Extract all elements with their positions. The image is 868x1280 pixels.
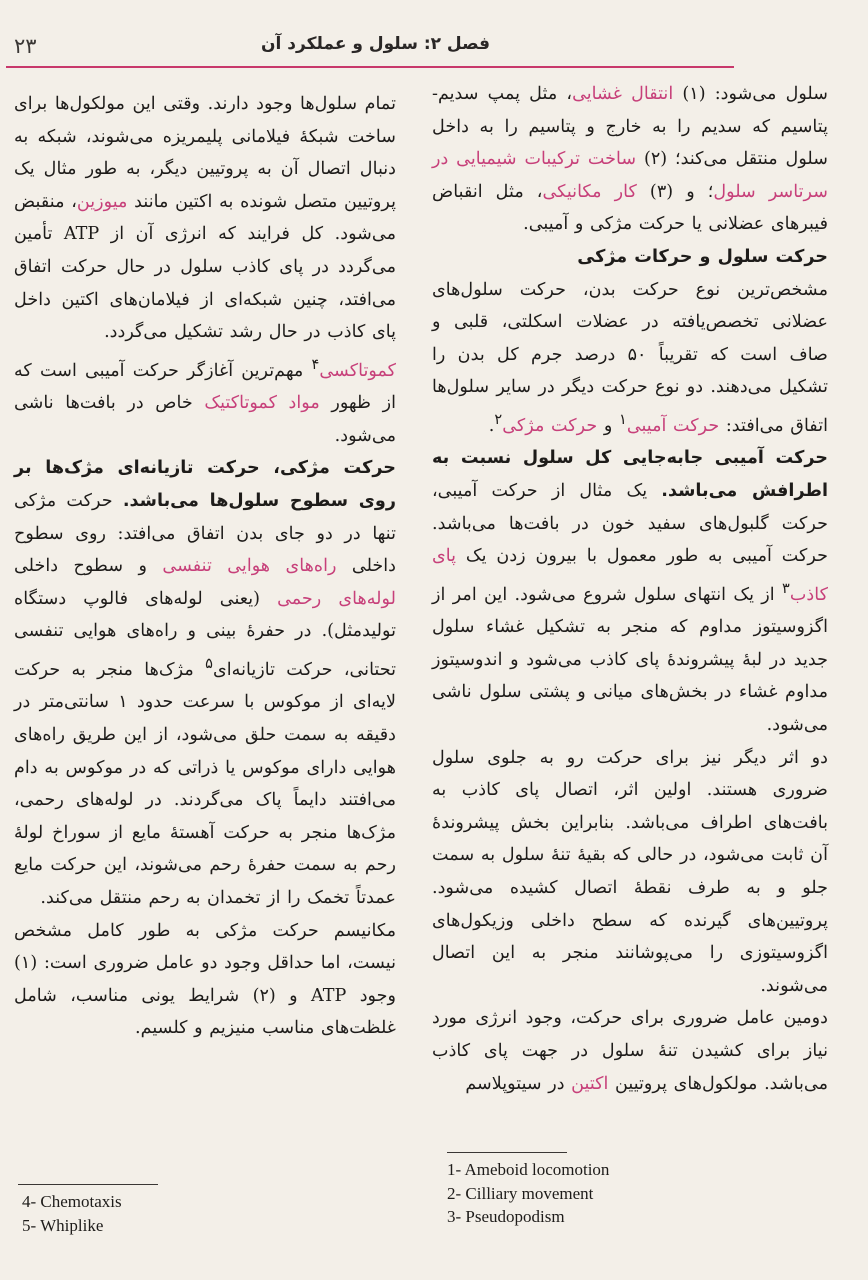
footnotes-right xyxy=(447,1158,707,1229)
paragraph xyxy=(432,1002,828,1100)
key-term: انتقال غشایی xyxy=(572,84,674,104)
footnote-ref: ۵ xyxy=(205,654,213,672)
key-term: اکتین xyxy=(571,1073,609,1094)
key-term: حرکت آمیبی xyxy=(626,415,720,436)
footnote-ref: ۱ xyxy=(618,410,627,428)
text: و xyxy=(597,415,619,436)
paragraph: مکانیسم حرکت مژکی به طور کامل مشخص نیست، اما حداقل وجود دو عامل ضروری است: (۱) وجود ATP و (۲) شرایط یونی مناسب، شامل غلظت‌های مناسب منیزیم و کلسیم. xyxy=(14,920,397,1039)
paragraph xyxy=(14,349,396,453)
text: از یک انتهای سلول شروع می‌شود. این امر از اگزوسیتوز مداوم که منجر به تشکیل غشاء سلول جدید در لبهٔ پیشروندهٔ پای کاذب می‌شود و اندوسیتوز مداوم غشاء در بخش‌های میانی و پشتی سلول ناشی می‌شود. xyxy=(432,584,828,735)
header-rule xyxy=(6,66,734,68)
page-number: ۲۳ xyxy=(14,34,37,58)
text: سلول می‌شود: (۱) xyxy=(673,84,829,104)
text: (یعنی لوله‌های فالوپ دستگاه تولیدمثل). در حفرهٔ بینی و راه‌های هوایی تنفسی تحتانی، حرکت تازیانه‌ای xyxy=(14,588,396,680)
footnote: 3- Pseudopodism xyxy=(447,1207,565,1226)
text: خاص در بافت‌ها ناشی می‌شود. xyxy=(14,393,396,446)
text: مشخص‌ترین نوع حرکت بدن، حرکت سلول‌های عضلانی تخصص‌یافته در عضلات اسکلتی، قلبی و صاف است که تقریباً ۵۰ درصد جرم کل بدن را تشکیل می‌دهند. دو نوع حرکت دیگر در سایر سلول‌ها اتفاق می‌افتد: xyxy=(432,279,828,436)
key-term: ساخت ترکیبات شیمیایی در سرتاسر سلول xyxy=(432,149,828,202)
text: مهم‌ترین آغازگر حرکت آمیبی است که از ظهور xyxy=(14,360,396,414)
footnote-rule xyxy=(447,1152,567,1153)
key-term: مواد کموتاکتیک xyxy=(204,393,320,414)
key-term: کموتاکسی xyxy=(319,360,396,381)
text: در سیتوپلاسم xyxy=(465,1073,572,1094)
chapter-title: فصل ۲: سلول و عملکرد آن xyxy=(261,34,490,54)
paragraph xyxy=(14,88,396,349)
text: یک مثال از حرکت آمیبی، حرکت گلبول‌های سفید خون در بافت‌ها می‌باشد. حرکت آمیبی به طور معمول با بیرون زدن یک xyxy=(432,480,828,567)
text: مژک‌ها منجر به حرکت لایه‌ای از موکوس با سرعت حدود ۱ سانتی‌متر در دقیقه به سمت حلق می‌شود، از این طریق راه‌های هوایی دارای موکوس یا ذراتی که در موکوس به دام می‌افتند دایماً پاک می‌گردند. در لوله‌های رحمی، مژک‌ها منجر به حرکت آهستهٔ مایع از سوراخ لولهٔ رحم به سمت حفرهٔ رحم می‌شوند، این حرکت مایع عمدتاً تخمک را از تخمدان به رحم منتقل می‌کند. xyxy=(14,659,396,908)
bold-lead: حرکت مژکی، حرکت تازیانه‌ای مژک‌ها بر روی سطوح سلول‌ها می‌باشد. xyxy=(14,458,396,511)
text: ، مثل انقباض فیبرهای عضلانی یا حرکت مژکی و آمیبی. xyxy=(432,181,828,235)
footnote-ref: ۴ xyxy=(311,355,320,373)
text: ، منقبض می‌شود. کل فرایند که انرژی آن از ATP تأمین می‌گردد در پای کاذب سلول در حال حرکت اتفاق می‌افتد، چنین شبکه‌ای از فیلامان‌های اکتین داخل پای کاذب در حال رشد تشکیل می‌گردد. xyxy=(14,191,396,343)
text: حرکت مژکی تنها در دو جای بدن اتفاق می‌افتد: روی سطوح داخلی xyxy=(14,490,396,577)
left-column xyxy=(14,88,396,1045)
text: و سطوح داخلی xyxy=(14,556,163,577)
section-heading: حرکت سلول و حرکات مژکی xyxy=(577,246,828,267)
key-term: میوزین xyxy=(76,191,128,212)
key-term: کار مکانیکی xyxy=(542,181,637,202)
footnote-ref: ۳ xyxy=(781,579,790,597)
footnote: 2- Cilliary movement xyxy=(447,1183,594,1203)
text: تمام سلول‌ها وجود دارند. وقتی این مولکول‌ها برای ساخت شبکهٔ فیلامانی پلیمریزه می‌شوند، شبکه به دنبال اتصال آن به پروتیین دیگر، به طور مثال یک پروتیین متصل شونده به اکتین مانند xyxy=(14,94,396,212)
key-term: پای کاذب xyxy=(432,546,828,605)
footnote-rule xyxy=(18,1184,158,1185)
footnote: 4- Chemotaxis xyxy=(22,1192,122,1211)
text: . xyxy=(488,415,495,436)
text: ، مثل پمپ سدیم-پتاسیم که سدیم را به خارج و پتاسیم را به داخل سلول منتقل می‌کند؛ (۲) xyxy=(432,84,828,170)
footnote: 1- Ameboid locomotion xyxy=(447,1160,610,1179)
text: ؛ و (۳) xyxy=(636,181,714,202)
right-column xyxy=(432,78,828,1100)
text: دومین عامل ضروری برای حرکت، وجود انرژی مورد نیاز برای کشیدن تنهٔ سلول در جهت پای کاذب می‌باشد. مولکول‌های پروتیین xyxy=(432,1008,828,1094)
key-term: راه‌های هوایی تنفسی xyxy=(162,556,337,577)
key-term: لوله‌های رحمی xyxy=(277,588,396,609)
bold-lead: حرکت آمیبی جابه‌جایی کل سلول نسبت به اطرافش می‌باشد. xyxy=(432,448,828,501)
footnotes-left xyxy=(22,1190,222,1237)
key-term: حرکت مژکی xyxy=(502,415,598,436)
paragraph xyxy=(14,452,396,914)
footnote-ref: ۲ xyxy=(494,410,503,428)
paragraph xyxy=(432,442,828,741)
paragraph xyxy=(432,274,828,443)
paragraph: دو اثر دیگر نیز برای حرکت رو به جلوی سلول ضروری هستند. اولین اثر، اتصال پای کاذب به بافت‌های اطراف می‌باشد. بنابراین بخش پیشروندهٔ آن ثابت می‌شود، در حالی که بقیهٔ تنهٔ سلول به سمت جلو و به طرف نقطهٔ اتصال کشیده می‌شود. پروتیین‌های گیرنده که سطح داخلی وزیکول‌های اگزوسیتوزی را می‌پوشانند منجر به این اتصال می‌شوند. xyxy=(432,747,828,996)
footnote: 5- Whiplike xyxy=(22,1215,104,1235)
paragraph xyxy=(432,78,828,241)
